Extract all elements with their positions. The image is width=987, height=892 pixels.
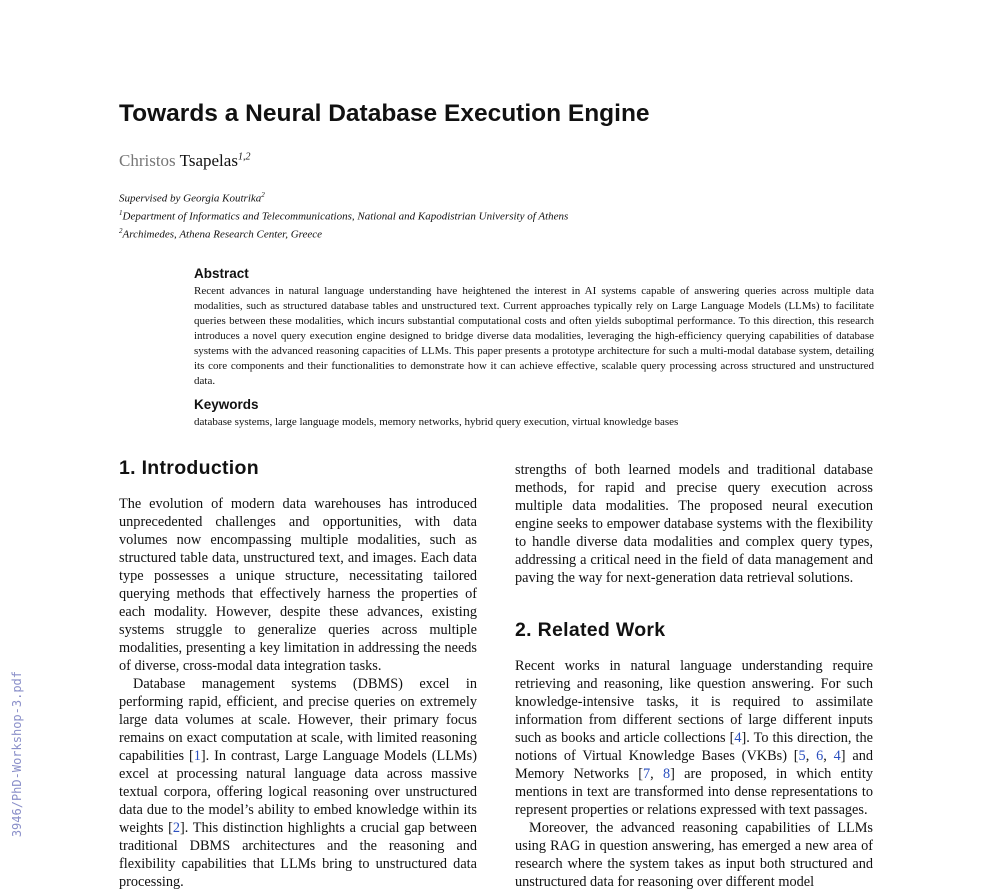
related-p1-text-b: ]. To this direction, the notions of Virtual Knowledge Bases (VKBs) [ — [515, 730, 873, 764]
paper-title: Towards a Neural Database Execution Engine — [119, 100, 650, 127]
citation-link[interactable]: 2 — [172, 820, 181, 836]
author-affiliation-marker: 1,2 — [237, 151, 251, 163]
keywords-text: database systems, large language models, memory networks, hybrid query execution, virtual knowledge bases — [194, 416, 679, 428]
side-stamp-text: 3946/PhD-Workshop-3.pdf — [10, 671, 24, 838]
author-first-name: Christos — [119, 151, 176, 170]
affiliation-1-marker: 1 — [119, 209, 123, 217]
citation-link[interactable]: 6 — [816, 748, 824, 764]
citation-separator: , — [805, 748, 817, 764]
citation-link[interactable]: 8 — [662, 766, 671, 782]
supervision-text: Supervised by Georgia Koutrika — [119, 192, 262, 205]
citation-link[interactable]: 1 — [193, 748, 201, 764]
intro-paragraph-3: strengths of both learned models and traditional database methods, for rapid and precise query execution across multiple data modalities. The proposed neural execution engine seeks to empower database systems with the flexibility to handle diverse data modalities and complex query types, addressing a critical need in the field of data management and paving the way for next-generation data retrieval solutions. — [515, 462, 873, 586]
introduction-heading: 1. Introduction — [119, 457, 259, 479]
author-last-name: Tsapelas — [179, 151, 238, 170]
affiliation-2-marker: 2 — [119, 227, 123, 235]
intro-paragraph-2 — [119, 675, 477, 891]
supervision-line — [119, 191, 265, 205]
affiliation-1 — [119, 209, 568, 223]
citation-link[interactable]: 7 — [643, 766, 651, 782]
related-paragraph-2: Moreover, the advanced reasoning capabilities of LLMs using RAG in question answering, has emerged a new area of research where the system takes as input both structured and unstructured data for reasoning over different model — [515, 820, 873, 890]
related-p1-text-c: ] and Memory Networks [ — [515, 748, 873, 782]
abstract-text: Recent advances in natural language understanding have heightened the interest in AI systems capable of answering queries across multiple data modalities, such as structured database tables and unstructured text. Current approaches typically rely on Large Language Models (LLMs) to facilitate queries between these modalities, which incurs substantial computational costs and often yields suboptimal performance. To this direction, this research introduces a novel query execution engine designed to bridge diverse data modalities, leveraging the high-efficiency querying capabilities of database systems with the advanced reasoning capacities of LLMs. This paper presents a prototype architecture for such a multi-modal database system, detailing its core components and their functionalities to demonstrate how it can achieve effective, scalable query processing across structured and unstructured data. — [194, 285, 874, 387]
abstract-section — [194, 266, 874, 389]
intro-p2-text-a: Database management systems (DBMS) excel in performing rapid, efficient, and precise queries on extremely large data volumes at scale. However, their primary focus remains on exact computation at scale, with limited reasoning capabilities [ — [119, 676, 477, 764]
affiliation-2-text: Archimedes, Athena Research Center, Greece — [122, 228, 323, 241]
author-line — [119, 151, 250, 171]
citation-link[interactable]: 4 — [833, 748, 841, 764]
related-p1-text-d: ] are proposed, in which entity mentions in text are transformed into dense representations to represent properties or relations expressed with text passages. — [515, 766, 873, 818]
keywords-heading: Keywords — [194, 397, 259, 412]
citation-separator: , — [650, 766, 663, 782]
intro-p2-text-c: ]. This distinction highlights a crucial gap between traditional DBMS architectures and the reasoning and flexibility capabilities that LLMs bring to unstructured data processing. — [119, 820, 477, 890]
supervision-marker: 2 — [261, 191, 265, 199]
related-p1-text-a: Recent works in natural language understanding require retrieving and reasoning, like question answering. For such knowledge-intensive tasks, it is required to assimilate information from different sections of large different inputs such as books and article collections [ — [515, 658, 873, 746]
right-column — [515, 461, 873, 891]
related-work-heading: 2. Related Work — [515, 619, 666, 641]
related-paragraph-1 — [515, 657, 873, 819]
affiliation-1-text: Department of Informatics and Telecommunications, National and Kapodistrian University of Athens — [122, 210, 569, 223]
intro-p2-text-b: ]. In contrast, Large Language Models (LLMs) excel at processing natural language data across massive textual corpora, offering logical reasoning over unstructured data due to the model’s ability to embed knowledge within its weights [ — [119, 748, 477, 836]
left-column — [119, 457, 477, 891]
citation-separator: , — [823, 748, 834, 764]
intro-paragraph-1: The evolution of modern data warehouses has introduced unprecedented challenges and opportunities, with data volumes now encompassing multiple modalities, such as structured table data, unstructured text, and images. Each data type possesses a unique structure, necessitating tailored querying methods that effectively harness the properties of each modality. However, despite these advances, existing systems struggle to generalize queries across multiple modalities, presenting a key limitation in addressing the needs of diverse, cross-modal data integration tasks. — [119, 496, 477, 674]
affiliation-2 — [119, 227, 322, 241]
citation-link[interactable]: 5 — [798, 748, 806, 764]
abstract-heading: Abstract — [194, 266, 249, 281]
arxiv-side-stamp — [9, 664, 27, 892]
citation-link[interactable]: 4 — [734, 730, 742, 746]
keywords-section — [194, 397, 874, 430]
